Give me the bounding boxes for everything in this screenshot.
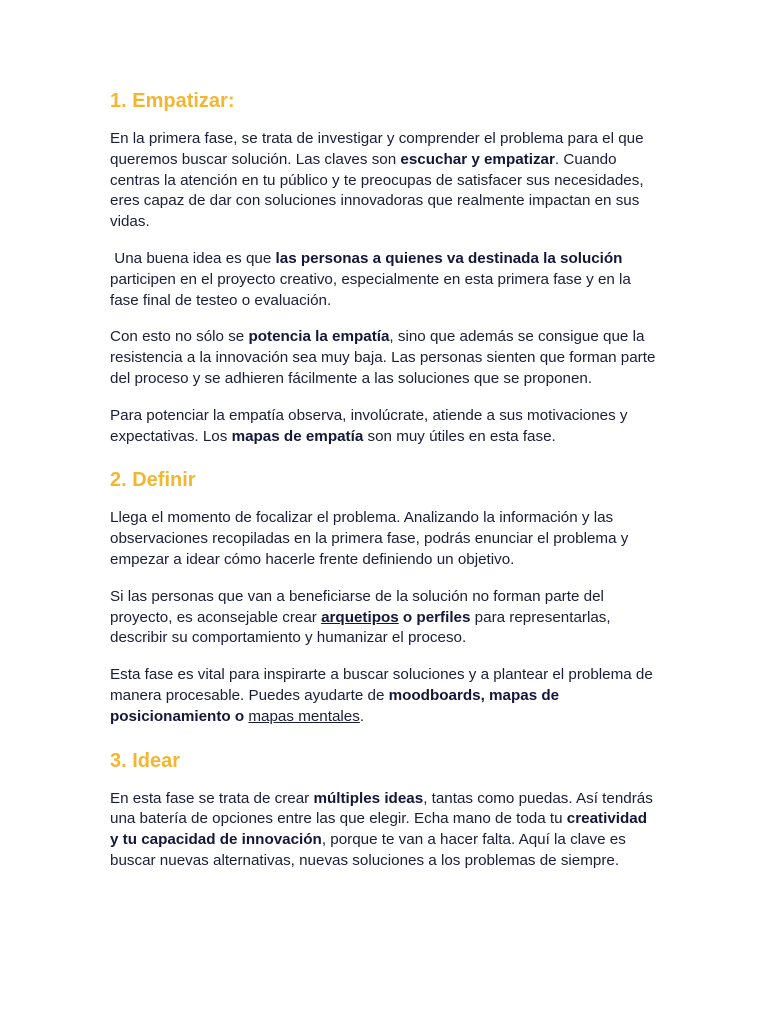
paragraph: En esta fase se trata de crear múltiples ideas, tantas como puedas. Así tendrás una batería de opciones entre las que elegir. Echa mano de toda tu creatividad y tu capacidad de innovación, porque te van a hacer falta. Aquí la clave es buscar nuevas alternativas, nuevas soluciones a los problemas de siempre. xyxy=(110,789,653,869)
link-arquetipos[interactable]: arquetipos xyxy=(321,608,399,626)
paragraph: Una buena idea es que las personas a quienes va destinada la solución participen en el proyecto creativo, especialmente en esta primera fase y en la fase final de testeo o evaluación. xyxy=(110,249,631,309)
section-heading: 1. Empatizar: xyxy=(110,90,235,112)
paragraph: Esta fase es vital para inspirarte a buscar soluciones y a plantear el problema de manera procesable. Puedes ayudarte de moodboards, mapas de posicionamiento o mapas mentales. xyxy=(110,666,653,725)
section-definir xyxy=(110,467,658,727)
section-empatizar xyxy=(110,88,658,447)
paragraph: En la primera fase, se trata de investigar y comprender el problema para el que queremos buscar solución. Las claves son escuchar y empatizar. Cuando centras la atención en tu público y te preocupas de satisfacer sus necesidades, eres capaz de dar con soluciones innovadoras que realmente impactan en sus vidas. xyxy=(110,130,644,231)
paragraph: Con esto no sólo se potencia la empatía, sino que además se consigue que la resistencia a la innovación sea muy baja. Las personas sienten que forman parte del proceso y se adhieren fácilmente a las soluciones que se proponen. xyxy=(110,328,656,387)
paragraph: Si las personas que van a beneficiarse de la solución no forman parte del proyecto, es aconsejable crear arquetipos o perfiles para representarlas, describir su comportamiento y humanizar el proceso. xyxy=(110,587,611,647)
link-mapas-mentales[interactable]: mapas mentales xyxy=(248,707,360,725)
section-idear xyxy=(110,748,658,872)
section-heading: 2. Definir xyxy=(110,469,196,492)
paragraph: Llega el momento de focalizar el problema. Analizando la información y las observaciones recopiladas en la primera fase, podrás enunciar el problema y empezar a idear cómo hacerle frente definiendo un objetivo. xyxy=(110,509,629,568)
section-heading: 3. Idear xyxy=(110,749,181,772)
paragraph: Para potenciar la empatía observa, involúcrate, atiende a sus motivaciones y expectativas. Los mapas de empatía son muy útiles en esta fase. xyxy=(110,406,628,445)
